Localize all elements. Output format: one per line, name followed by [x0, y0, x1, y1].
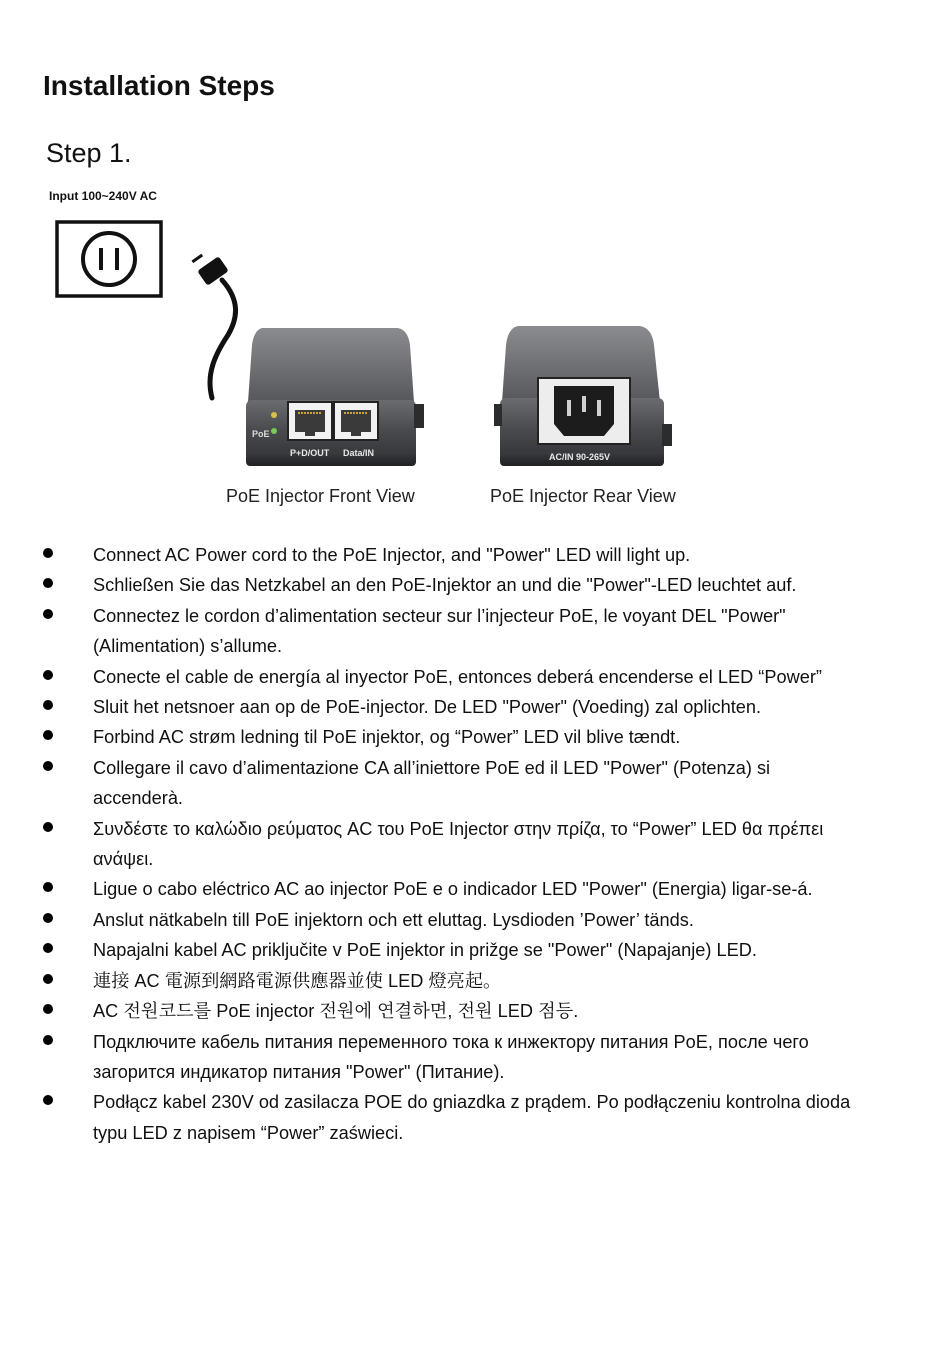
page-heading: Installation Steps [43, 70, 275, 101]
instruction-text: Sluit het netsnoer aan op de PoE-injector. De LED "Power" (Voeding) zal oplichten. [93, 697, 762, 718]
rj45-port-out-icon [288, 402, 332, 440]
instruction-text: Connect AC Power cord to the PoE Injector, and "Power" LED will light up. [93, 545, 691, 565]
instruction-item-sv [0, 905, 950, 935]
instruction-item-nl [0, 692, 950, 722]
bullet-icon [43, 1004, 53, 1014]
bullet-icon [43, 700, 53, 710]
poe-led-label: PoE [252, 429, 270, 439]
input-voltage-label: Input 100~240V AC [49, 189, 157, 203]
rj45-port-in-icon [334, 402, 378, 440]
port-out-label: P+D/OUT [290, 448, 330, 458]
instruction-item-it [0, 753, 950, 814]
instruction-item-pt [0, 874, 950, 904]
step-title: Step 1. [46, 138, 132, 168]
bullet-icon [43, 882, 53, 892]
instruction-text: Podłącz kabel 230V od zasilacza POE do gniazdka z prądem. Po podłączeniu kontrolna dioda typu LED z napisem “Power” zaświeci. [93, 1092, 851, 1143]
port-in-label: Data/IN [343, 448, 375, 458]
bullet-icon [43, 913, 53, 923]
front-view-caption: PoE Injector Front View [226, 486, 415, 506]
instruction-item-pl [0, 1087, 950, 1148]
bullet-icon [43, 1095, 53, 1105]
poe-injector-front-view [246, 328, 424, 466]
instruction-item-en [0, 540, 950, 570]
instruction-item-sl [0, 935, 950, 965]
instruction-text: Collegare il cavo d’alimentazione CA all’iniettore PoE ed il LED "Power" (Potenza) si accenderà. [93, 757, 771, 809]
wall-outlet-icon [57, 222, 161, 296]
instruction-text: Συνδέστε το καλώδιο ρεύματος AC του PoE Injector στην πρίζα, το “Power” LED θα πρέπει ανάψει. [93, 818, 824, 870]
rear-view-caption: PoE Injector Rear View [490, 486, 676, 506]
instruction-item-el [0, 814, 950, 875]
bullet-icon [43, 974, 53, 984]
installation-figure [0, 180, 950, 520]
ac-inlet-icon [538, 378, 630, 444]
instruction-text: Schließen Sie das Netzkabel an den PoE-Injektor an und die "Power"-LED leuchtet auf. [93, 575, 797, 596]
instruction-item-da [0, 722, 950, 752]
instruction-text: Ligue o cabo eléctrico AC ao injector PoE e o indicador LED "Power" (Energia) ligar-se-á. [93, 879, 813, 900]
bullet-icon [43, 1035, 53, 1045]
bullet-icon [43, 578, 53, 588]
instruction-list [0, 540, 950, 1148]
bullet-icon [43, 670, 53, 680]
instruction-text: Anslut nätkabeln till PoE injektorn och ett eluttag. Lysdioden ’Power’ tänds. [93, 909, 694, 930]
instruction-item-ko [0, 996, 950, 1026]
bullet-icon [43, 943, 53, 953]
instruction-item-fr [0, 601, 950, 662]
instruction-item-de [0, 570, 950, 600]
instruction-text: Forbind AC strøm ledning til PoE injektor, og “Power” LED vil blive tændt. [93, 727, 681, 748]
instruction-text: Подключите кабель питания переменного тока к инжектору питания PoE, после чего загорится индикатор питания "Power" (Питание). [93, 1031, 809, 1082]
bullet-icon [43, 761, 53, 771]
rear-port-label: AC/IN 90-265V [549, 452, 611, 462]
installation-illustration [0, 180, 950, 520]
instruction-text: 連接 AC 電源到網路電源供應器並使 LED 燈亮起。 [93, 970, 502, 991]
poe-injector-rear-view [494, 326, 672, 466]
instruction-item-ru [0, 1027, 950, 1088]
power-plug-icon [192, 254, 236, 398]
instruction-text: Conecte el cable de energía al inyector PoE, entonces deberá encenderse el LED “Power” [93, 666, 822, 687]
instruction-text: Napajalni kabel AC priključite v PoE injektor in prižge se "Power" (Napajanje) LED. [93, 940, 757, 961]
instruction-item-es [0, 662, 950, 692]
instruction-text: Connectez le cordon d’alimentation secteur sur l’injecteur PoE, le voyant DEL "Power" (Alimentation) s’allume. [93, 605, 786, 657]
instruction-item-zh [0, 966, 950, 996]
bullet-icon [43, 609, 53, 619]
bullet-icon [43, 822, 53, 832]
bullet-icon [43, 730, 53, 740]
bullet-icon [43, 548, 53, 558]
instruction-text: AC 전원코드를 PoE injector 전원에 연결하면, 전원 LED 점등. [93, 1001, 579, 1022]
